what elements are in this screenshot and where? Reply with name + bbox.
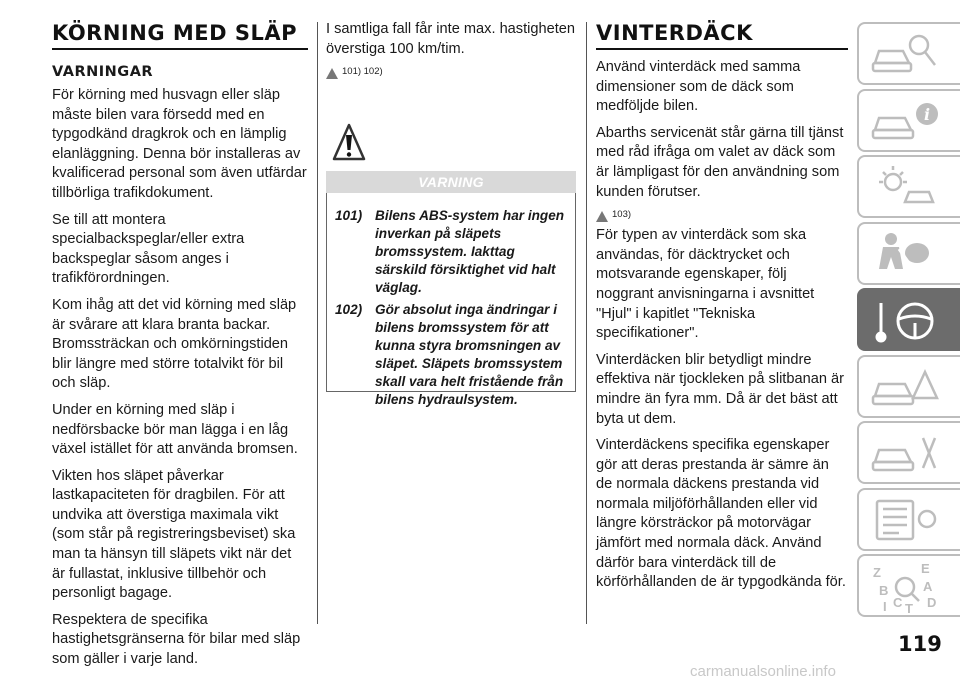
car-info-icon <box>869 96 949 146</box>
column-3 <box>596 20 848 600</box>
svg-text:I: I <box>883 599 887 614</box>
tab-dashboard-knowledge[interactable] <box>857 22 960 85</box>
paragraph: Respektera de specifika hastighetsgränserna för bilar med släp som gäller i varje land. <box>52 611 301 668</box>
column-1 <box>52 20 308 677</box>
warning-triangle-icon <box>326 68 338 79</box>
paragraph: Vinterdäcken blir betydligt mindre effektiva när tjockleken på slitbanan är mindre än fyra mm. Då är det bäst att byta ut dem. <box>596 351 844 427</box>
tab-maintenance[interactable] <box>857 421 960 484</box>
column-divider <box>317 22 318 624</box>
technical-data-icon <box>869 495 949 545</box>
section-title-winter-tyres: VINTERDÄCK <box>596 20 848 50</box>
tab-safety[interactable] <box>857 222 960 285</box>
paragraph: I samtliga fall får inte max. hastigheten överstiga 100 km/tim. <box>326 21 576 57</box>
tab-car-info[interactable] <box>857 89 960 152</box>
car-search-icon <box>869 29 949 79</box>
warning-item <box>335 301 569 409</box>
airbag-safety-icon <box>869 229 949 279</box>
tab-starting-driving[interactable] <box>857 288 960 351</box>
steering-wheel-icon <box>869 295 949 345</box>
chapter-tabs <box>857 22 960 621</box>
tab-technical-data[interactable] <box>857 488 960 551</box>
warning-reference: 103) <box>596 209 848 222</box>
warning-text: Bilens ABS-system har ingen inverkan på släpets bromssystem. Iakttag särskild försiktighet vid halt väglag. <box>375 208 565 296</box>
tab-index[interactable] <box>857 554 960 617</box>
column-divider <box>586 22 587 624</box>
paragraph: Kom ihåg att det vid körning med släp är svårare att klara branta backar. Bromssträckan och omkörningstiden blir längre med större totalvikt för bil och släp. <box>52 296 297 392</box>
warning-triangle-icon <box>596 211 608 222</box>
tab-warning-lights[interactable] <box>857 155 960 218</box>
subsection-title-warnings: VARNINGAR <box>52 64 154 80</box>
svg-text:i: i <box>923 104 931 124</box>
svg-text:C: C <box>893 595 903 610</box>
svg-text:E: E <box>921 561 930 576</box>
dashboard-lights-icon <box>869 162 949 212</box>
svg-text:B: B <box>879 583 889 598</box>
car-maintenance-icon <box>869 428 949 478</box>
paragraph: Under en körning med släp i nedförsbacke bör man lägga i en låg växel istället för att använda bromsen. <box>52 401 298 458</box>
warning-text: Gör absolut inga ändringar i bilens bromssystem för att kunna styra bromsningen av släpet. Släpets bromssystem skall vara helt fristående från bilens hydraulsystem. <box>375 302 564 408</box>
car-emergency-icon <box>869 362 949 412</box>
page-number: 119 <box>898 632 942 656</box>
warning-reference: 101) 102) <box>326 66 576 79</box>
paragraph: Se till att montera specialbackspeglar/eller extra backspeglar såsom anges i trafikförordningen. <box>52 211 245 287</box>
paragraph: Använd vinterdäck med samma dimensioner som de däck som medföljde bilen. <box>596 59 801 115</box>
warning-box <box>326 193 576 408</box>
paragraph: Vikten hos släpet påverkar lastkapaciteten för dragbilen. För att undvika att överstiga maximala vikt (som står på registreringsbeviset) ska man ta hänsyn till släpets vikt när det är fullastat, inklusive tillbehör och personligt bagage. <box>52 467 296 602</box>
svg-text:A: A <box>923 579 933 594</box>
warning-exclamation-icon <box>332 123 366 161</box>
index-alphabet-icon <box>869 561 949 615</box>
paragraph: För körning med husvagn eller släp måste bilen vara försedd med en typgodkänd dragkrok och en lämplig elanläggning. Denna bör installeras av kvalificerad personal som även utfärdar tillbörliga trafikdokument. <box>52 87 307 201</box>
svg-text:Z: Z <box>873 565 881 580</box>
warning-item <box>335 207 569 297</box>
paragraph: Abarths servicenät står gärna till tjänst med råd ifråga om valet av däck som är lämpligast för den användning som kunden förutser. <box>596 124 844 200</box>
section-title-towing: KÖRNING MED SLÄP <box>52 20 308 50</box>
svg-text:D: D <box>927 595 937 610</box>
warning-number: 102) <box>335 302 363 318</box>
warning-header: VARNING <box>326 171 576 193</box>
paragraph: För typen av vinterdäck som ska användas, för däcktrycket och motsvarande egenskaper, följ noggrant anvisningarna i avsnittet "Hjul" i kapitlet "Tekniska specifikationer". <box>596 227 815 342</box>
paragraph: Vinterdäckens specifika egenskaper gör att deras prestanda är sämre än de normala däckens prestanda vid normala miljöförhållanden eller vid längre körsträckor på motorvägar jämfört med normala däck. Använd därför bara vinterdäck till de körförhållanden de är typgodkända för. <box>596 437 846 591</box>
warning-number: 101) <box>335 208 363 224</box>
footer-watermark: carmanualsonline.info <box>690 663 836 680</box>
tab-emergency[interactable] <box>857 355 960 418</box>
column-2 <box>326 20 576 408</box>
svg-text:T: T <box>905 601 913 615</box>
